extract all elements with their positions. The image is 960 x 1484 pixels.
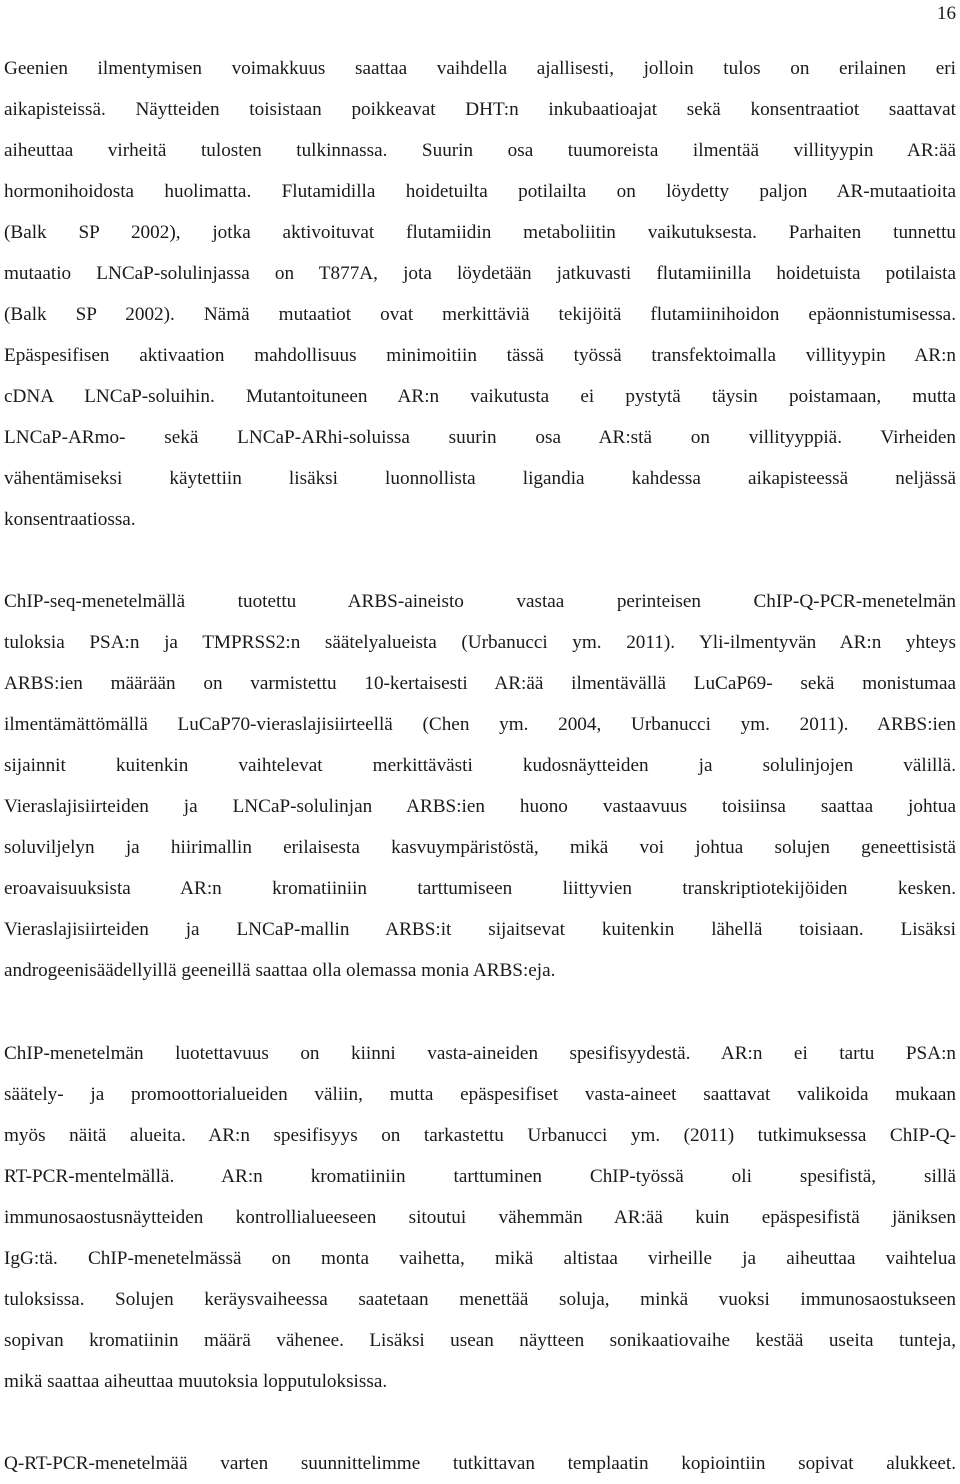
paragraph-line: mikä saattaa aiheuttaa muutoksia lopputuloksissa. <box>4 1370 388 1392</box>
paragraph-line: Vieraslajisiirteiden ja LNCaP-mallin ARBS:it sijaitsevat kuitenkin lähellä toisiaan. Lisäksi <box>4 919 956 941</box>
paragraph-line: sopivan kromatiinin määrä vähenee. Lisäksi usean näytteen sonikaatiovaihe kestää useita tunteja, <box>4 1329 956 1351</box>
paragraph-line: vähentämiseksi käytettiin lisäksi luonnollista ligandia kahdessa aikapisteessä neljässä <box>4 468 956 489</box>
paragraph-spacer <box>4 540 956 581</box>
paragraph-line: (Balk SP 2002), jotka aktivoituvat flutamiidin metaboliitin vaikutuksesta. Parhaiten tunnettu <box>4 222 956 243</box>
paragraph-line: Geenien ilmentymisen voimakkuus saattaa vaihdella ajallisesti, jolloin tulos on erilainen eri <box>4 58 956 79</box>
paragraph-line: immunosaostusnäytteiden kontrollialueeseen sitoutui vähemmän AR:ää kuin epäspesifistä jäniksen <box>4 1206 956 1228</box>
paragraph-line: tuloksia PSA:n ja TMPRSS2:n säätelyalueista (Urbanucci ym. 2011). Yli-ilmentyvän AR:n yhteys <box>4 632 956 654</box>
paragraph-line: Vieraslajisiirteiden ja LNCaP-solulinjan ARBS:ien huono vastaavuus toisiinsa saattaa johtua <box>4 796 956 818</box>
paragraph-line: ChIP-menetelmän luotettavuus on kiinni vasta-aineiden spesifisyydestä. AR:n ei tartu PSA:n <box>4 1042 956 1064</box>
paragraph-4 <box>4 1443 956 1484</box>
paragraph-line: mutaatio LNCaP-solulinjassa on T877A, jota löydetään jatkuvasti flutamiinilla hoidetuista potilaista <box>4 263 956 284</box>
paragraph-line: LNCaP-ARmo- sekä LNCaP-ARhi-soluissa suurin osa AR:stä on villityyppiä. Virheiden <box>4 427 956 448</box>
paragraph-spacer <box>4 1402 956 1443</box>
paragraph-line: cDNA LNCaP-soluihin. Mutantoituneen AR:n vaikutusta ei pystytä täysin poistamaan, mutta <box>4 386 956 407</box>
paragraph-line: RT-PCR-mentelmällä. AR:n kromatiiniin tarttuminen ChIP-työssä oli spesifistä, sillä <box>4 1165 956 1187</box>
paragraph-line: soluviljelyn ja hiirimallin erilaisesta kasvuympäristöstä, mikä voi johtua solujen geneettisistä <box>4 837 956 859</box>
paragraph-line: tuloksissa. Solujen keräysvaiheessa saatetaan menettää soluja, minkä vuoksi immunosaostukseen <box>4 1288 956 1310</box>
paragraph-line: eroavaisuuksista AR:n kromatiiniin tarttumiseen liittyvien transkriptiotekijöiden kesken. <box>4 878 956 900</box>
paragraph-line: konsentraatiossa. <box>4 509 136 530</box>
paragraph-1 <box>4 48 956 540</box>
paragraph-line: myös näitä alueita. AR:n spesifisyys on tarkastettu Urbanucci ym. (2011) tutkimuksessa ChIP-Q- <box>4 1124 956 1146</box>
paragraph-spacer <box>4 991 956 1032</box>
paragraph-line: säätely- ja promoottorialueiden väliin, mutta epäspesifiset vasta-aineet saattavat valikoida mukaan <box>4 1083 956 1105</box>
document-body <box>4 48 956 1484</box>
paragraph-line: (Balk SP 2002). Nämä mutaatiot ovat merkittäviä tekijöitä flutamiinihoidon epäonnistumisessa. <box>4 304 956 325</box>
paragraph-line: ARBS:ien määrään on varmistettu 10-kertaisesti AR:ää ilmentävällä LuCaP69- sekä monistumaa <box>4 673 956 695</box>
paragraph-line: sijainnit kuitenkin vaihtelevat merkittävästi kudosnäytteiden ja solulinjojen välillä. <box>4 755 956 777</box>
paragraph-line: androgeenisäädellyillä geeneillä saattaa olla olemassa monia ARBS:eja. <box>4 960 556 982</box>
paragraph-line: aikapisteissä. Näytteiden toisistaan poikkeavat DHT:n inkubaatioajat sekä konsentraatiot saattavat <box>4 99 956 120</box>
paragraph-line: aiheuttaa virheitä tulosten tulkinnassa. Suurin osa tuumoreista ilmentää villityypin AR:ää <box>4 140 956 161</box>
paragraph-line: Epäspesifisen aktivaation mahdollisuus minimoitiin tässä työssä transfektoimalla villityypin AR:n <box>4 345 956 366</box>
paragraph-line: Q-RT-PCR-menetelmää varten suunnittelimme tutkittavan templaatin kopiointiin sopivat alukkeet. <box>4 1452 956 1474</box>
paragraph-3 <box>4 1033 956 1402</box>
paragraph-2 <box>4 581 956 991</box>
paragraph-line: ChIP-seq-menetelmällä tuotettu ARBS-aineisto vastaa perinteisen ChIP-Q-PCR-menetelmän <box>4 591 956 613</box>
page-number: 16 <box>937 3 956 24</box>
paragraph-line: ilmentämättömällä LuCaP70-vieraslajisiirteellä (Chen ym. 2004, Urbanucci ym. 2011). ARBS:ien <box>4 714 956 736</box>
paragraph-line: hormonihoidosta huolimatta. Flutamidilla hoidetuilta potilailta on löydetty paljon AR-mutaatioita <box>4 181 956 202</box>
paragraph-line: IgG:tä. ChIP-menetelmässä on monta vaihetta, mikä altistaa virheille ja aiheuttaa vaihtelua <box>4 1247 956 1269</box>
